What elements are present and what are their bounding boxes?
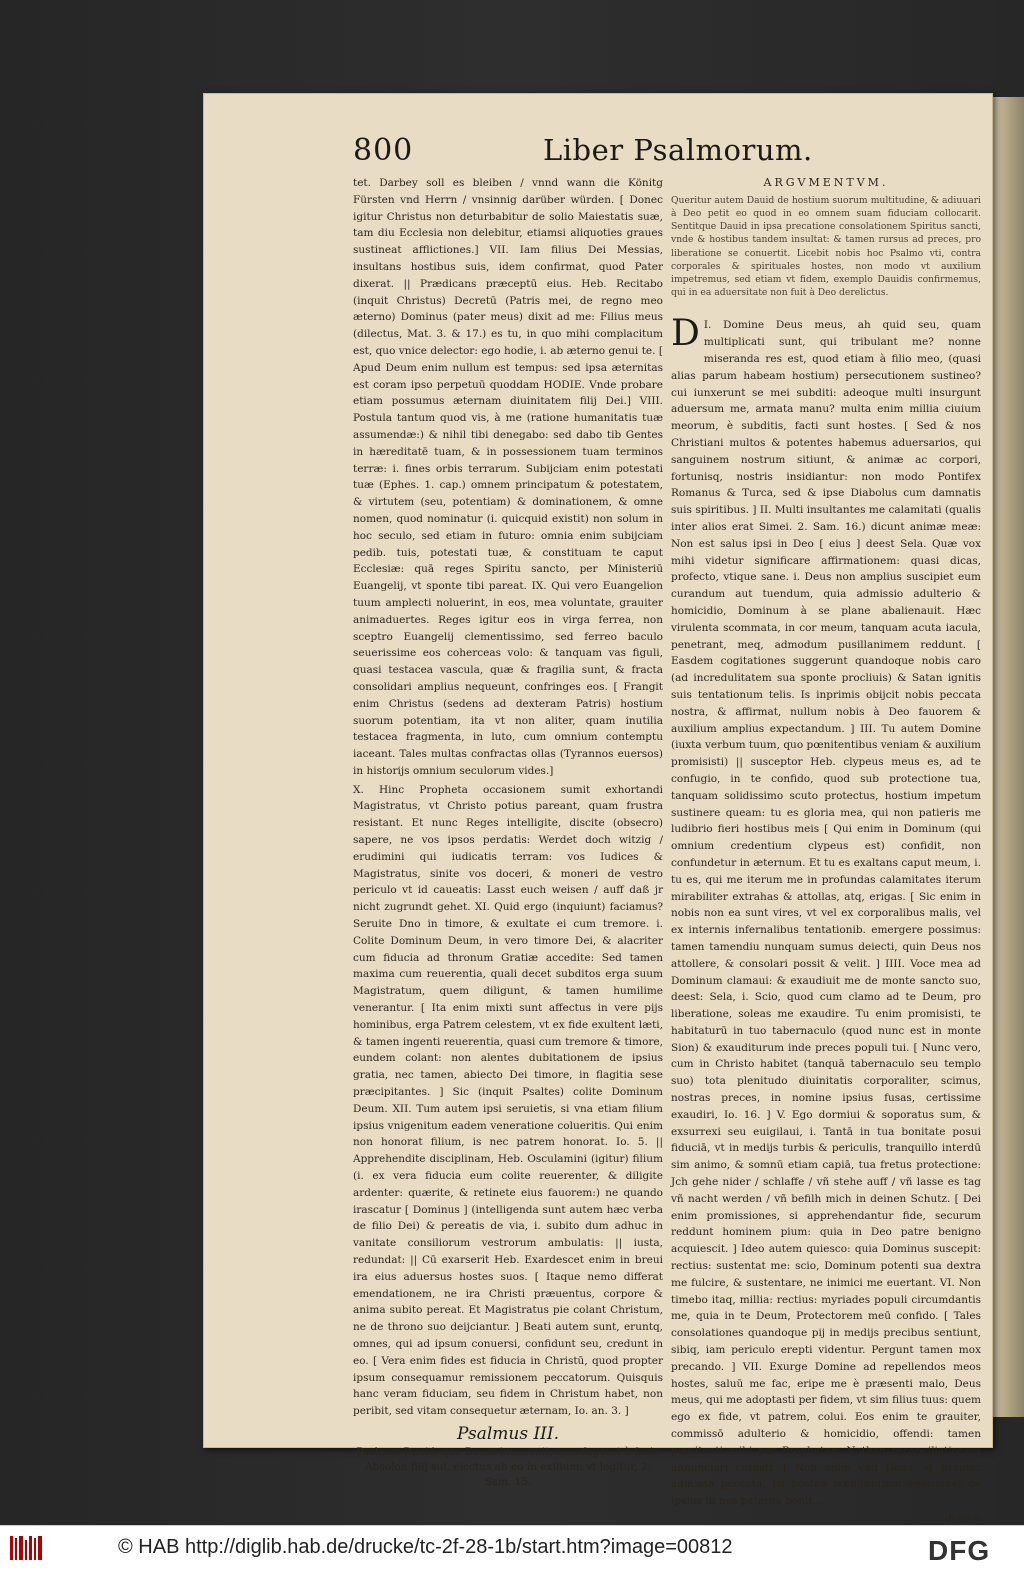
right-paragraph: I. Domine Deus meus, ah quid seu, quam multiplicati sunt, qui tribulant me? nonne miseranda res est, quod etiam à filio meo, (quasi alias parum habeam hostium) persecutionem sustineo? cui iunxerunt se mei subditi: adeoque multi insurgunt aduersum me, armata manu? multa enim millia ciuium meorum, è subditis, facti sunt hostes. [ Sed & nos Christiani multos & potentes habemus aduersarios, qui sanguinem nostrum sitiunt, & animæ ac corpori, fortunisq, nostris insidiantur: non modo Pontifex Romanus & Turca, sed & ipse Diabolus cum damnatis suis spiritibus. ] II. Multi insultantes me calamitati (qualis inter alios erat Simei. 2. Sam. 16.) dicunt animæ meæ: Non est salus ipsi in Deo [ eius ] deest Sela. Quæ vox mihi videtur significare affirmationem: quasi dicas, profecto, vtique sane. i. Deus non amplius suscipiet eum curandum aut tuendum, quia admissio adulterio & homicidio, Dominum à se plane abalienauit. Hæc virulenta scommata, in cor meum, tanquam acuta iacula, penetrant, meq, admodum pusillanimem reddunt. [ Easdem cogitationes suggerunt quandoque nobis caro (ad incredulitatem sua sponte procliuis) & Satan ignitis suis tentationum telis. Is inprimis obijcit nobis peccata nostra, & affirmat, nullum nobis à Deo fauorem & auxilium amplius expectandum. ] III. Tu autem Domine (iuxta verbum tuum, quo pœnitentibus veniam & auxilium promisisti) || susceptor Heb. clypeus meus es, ad te confugio, in te confido, quod sub protectione tua, tanquam solidissimo scuto protectus, hostium impetum sustinere queam: tu es gloria mea, qui non patieris me ludibrio fieri hostibus meis [ Qui enim in Dominum (qui omnium credentium clypeus est) confidit, non confundetur in æternum. Et tu es exaltans caput meum, i. tu es, qui me iterum me in profundas calamitates iterum mirabiliter extrahas & attollas, atq, erigas. [ Sic enim in nobis non ea sunt vires, vt vel ex corporalibus malis, vel ex internis infernalibus tentationib. emergere possimus: tamen tamendiu nunquam sumus deiecti, quin Deus nos attollere, & consolari possit & velit. ] IIII. Voce mea ad Dominum clamaui: & exaudiuit me de monte sancto suo, deest: Sela, i. Scio, quod cum clamo ad te Deum, pro liberatione, soleas me exaudire. Tu enim promisisti, te habitaturū in tuo tabernaculo (quod nunc est in monte Sion) & exauditurum inde preces populi tui. [ Nunc vero, cum in Christo habitet (tanquā tabernaculo seu templo suo) tota plenitudo diuinitatis corporaliter, scimus, nostras preces, in nomine ipsius fusas, certissime exaudiri, Io. 16. ] V. Ego dormiui & soporatus sum, & exsurrexi seu euigilaui, i. Tantā in tua bonitate posui fiduciā, vt in medijs turbis & periculis, tranquillo interdū sim animo, & somnū etiam capiā, tua fretus protectione: Jch gehe nider / schlaffe / vñ stehe auff / vñ lasse es tag vñ nacht werden / vñ befilh mich in deinen Schutz. [ Dei enim promissiones, si apprehendantur fide, securum reddunt hominem pium: quia in Deo patre benigno acquiescit. ] Ideo autem quiesco: quia Dominus suscepit: rectius: sustentat me: scio, Dominum potenti sua dextra me fulcire, & sustentare, ne inimici me euertant. VI. Non timebo itaq, millia: rectius: myriades populi circumdantis me, quia in te Deum, Protectorem meū confido. [ Tales consolationes quandoque pij in medijs precibus sentiunt, sibiq, iam periculo erepti videntur. Pergunt tamen mox precando. ] VII. Exurge Domine ad repellendos meos hostes, saluū me fac, eripe me è præsenti malo, Deus meus, qui me adoptasti per fidem, vt sim filius tuus: quem ego ex fide, vt patrem, colui. Eos enim te grauiter, commissō adulterio & homicidio, offendi: tamen pœnitenti mihi per Prophetam Nathan reconciliationem annunciari curasti. [ Non enim vult Deus, vt propter admissa peccata, (si postea pœnitentiam egerimus) de ipsius in nos paterna bonit... — [671, 319, 981, 1508]
hab-barcode-logo-icon — [8, 1534, 44, 1562]
argumentum-heading: ARGVMENTVM. — [763, 176, 889, 189]
psalm-heading: Psalmus III. — [456, 1423, 560, 1444]
viewer-footer — [0, 1525, 1024, 1571]
folio-number: 800 — [353, 133, 414, 168]
catchword: dubita- — [945, 1514, 981, 1525]
page-header — [353, 133, 953, 173]
left-paragraph: X. Hinc Propheta occasionem sumit exhortandi Magistratus, vt Christo potius pareant, quam frustra resistant. Et nunc Reges intelligite, discite (obsecro) sapere, ne vos ipsos perdatis: Werdet doch witzig / erudimini qui iudicatis terram: vos Iudices & Magistratus, sinite vos doceri, & moneri de vestro periculo vt id caueatis: Lasst euch weisen / auff daß jr nicht zugrundt gehet. XI. Quid ergo (inquiunt) faciamus? Seruite Dno in timore, & exultate ei cum tremore. i. Colite Dominum Deum, in vero timore Dei, & alacriter cum fiducia ad thronum Gratiæ accedite: Sed tamen maxima cum reuerentia, quali decet subditos erga suum Magistratum, quem diligunt, & tamen humilime venerantur. [ Ita enim mixti sunt affectus in vere pijs hominibus, erga Patrem celestem, vt ex fide exultent læti, & tamen ingenti reuerentia, quasi cum tremore & timore, eundem colant: non alentes dubitationem de ipsius gratia, nec tamen, abiecto Dei timore, in flagitia sese præcipitantes. ] Sic (inquit Psaltes) colite Dominum Deum. XII. Tum autem ipsi seruietis, si vna etiam filium ipsius vnigenitum eadem veneratione colueritis. Qui enim non honorat filium, is nec patrem honorat. Io. 5. || Apprehendite disciplinam, Heb. Osculamini (igitur) filium (i. ex vera fiducia eum colite reuerenter, & diligite ardenter: quærite, & retinete eius fauorem:) ne quando irascatur [ Dominus ] (intelligenda sunt autem hæc verba de filio Dei) & pereatis de via, i. subito dum adhuc in vanitate consiliorum vestrorum ambulatis: || iusta, redundat: || Cū exarserit Heb. Exardescet enim in breui ira eius aduersus hostes suos. [ Itaque nemo differat emendationem, ne ira Christi præuentus, corpore & anima subito pereat. Et Magistratus pie colant Christum, ne de throno suo deijciantur. ] Beati autem sunt, eruntq, omnes, qui ad ipsum conuersi, confidunt seu, credunt in eo. [ Vera enim fides est fiducia in Christū, quod propter ipsum consequamur remissionem peccatorum. Quisquis hanc veram fiduciam, seu fidem in Christum habet, non peribit, sed vitam consequetur æternam, Io. an. 3. ] — [353, 783, 663, 1418]
page-edge — [993, 97, 1024, 1417]
book-page — [203, 93, 993, 1525]
right-column — [671, 175, 981, 1525]
dfg-logo: DFG — [928, 1535, 991, 1566]
left-paragraph: tet. Darbey soll es bleiben / vnnd wann die Könitg Fürsten vnd Herrn / vnsinnig darüber würden. [ Donec igitur Christus non deturbabitur de solio Maiestatis suæ, tam diu Ecclesia non delebitur, etiamsi aliquoties graues sustineat afflictiones.] VII. Iam filius Dei Messias, insultans hostibus suis, idem confirmat, quod Pater dixerat. || Prædicans præceptū eius. Heb. Recitabo (inquit Christus) Decretū (Patris mei, de regno meo æterno) Dominus (pater meus) dixit ad me: Filius meus (dilectus, Mat. 3. & 17.) es tu, in quo mihi complacitum est, quo vnice delector: ego hodie, i. ab æterno genui te. [ Apud Deum enim nullum est tempus: sed ipsa æternitas est coram ipso perpetuū quoddam HODIE. Vnde probare etiam possumus æternam diuinitatem filij Dei.] VIII. Postula tantum quod vis, à me (ratione humanitatis tuæ assumendæ:) & nihil tibi denegabo: sed dabo tib Gentes in hæreditatē tuam, & in possessionem tuam terminos terræ: i. fines orbis terrarum. Subijciam enim potestati tuæ (Ephes. 1. cap.) omnem principatum & potestatem, & virtutem (seu, potentiam) & dominationem, & omne nomen, quod nominatur (i. quicquid existit) non solum in hoc seculo, sed etiam in futuro: omnia enim subijciam pedib. tuis, potestati tuæ, & constituam te caput Ecclesiæ: quā reges Spiritu sancto, per Ministeriū Euangelij, vt sponte tibi pareat. IX. Qui vero Euangelion tuum amplecti noluerint, in eos, mea voluntate, grauiter animaduertes. Reges igitur eos in virga ferrea, non sceptro Euangelij clementissimo, sed ferreo baculo seuerissime eos coherceas volo: & tanquam vas figuli, quasi testacea vascula, quæ & fragilia sunt, & fracta consolidari amplius nequeunt, confringes eos. [ Frangit enim Christus (sedens ad dexteram Patris) hostium suorum potentiam, ita vt non aliter, quam inutilia testacea fragmenta, in luto, cum omnium contemptu iaceant. Tales multas confractas ollas (Tyrannos euersos) in historijs omnium seculorum vides.] — [353, 177, 663, 777]
drop-initial: D — [671, 313, 700, 355]
running-title: Liber Psalmorum. — [543, 133, 813, 167]
source-url-text[interactable]: © HAB http://diglib.hab.de/drucke/tc-2f-28-1b/start.htm?image=00812 — [118, 1536, 733, 1558]
left-column — [353, 175, 663, 1488]
psalm-subtitle: Psalmus Dauid, quo Deum inuocauit, cum fugeret à facie Absolon filij sui, eiectus ab eo in exilium: vt legitur, 2. Sam. 15. — [356, 1445, 660, 1488]
argumentum-text: Queritur autem Dauid de hostium suorum multitudine, & adiuuari à Deo petit eo quod in eo omnem suam fiduciam collocarit. Sentitque Dauid in ipsa precatione consolationem Spiritus sancti, vnde & hostibus tandem insultat: & tamen rursus ad preces, pro liberatione se conuertit. Licebit nobis hoc Psalmo vti, contra corporales & spirituales hostes, non modo vt auxilium impetremus, sed etiam vt fidem, exemplo Dauidis confirmemus, qui in ea aduersitate non fuit à Deo derelictus. — [671, 194, 981, 299]
